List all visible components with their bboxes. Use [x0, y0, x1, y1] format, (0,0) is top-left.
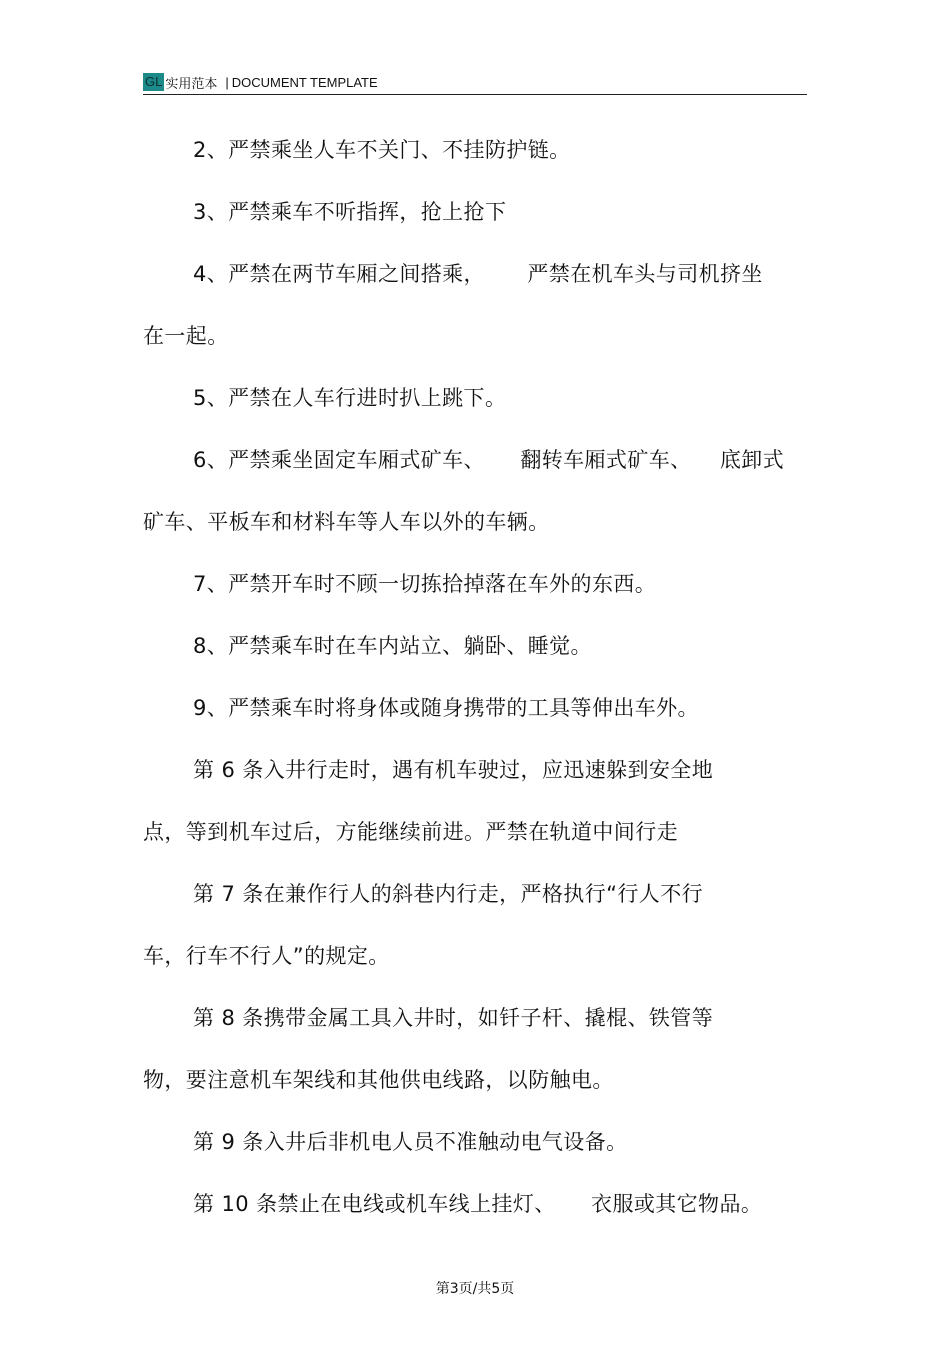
gl-logo: GL	[145, 74, 163, 89]
text-line: 第 10 条禁止在电线或机车线上挂灯、 衣服或其它物品。	[193, 1192, 763, 1216]
text-line: 矿车、平板车和材料车等人车以外的车辆。	[143, 510, 550, 534]
text-line: 8、严禁乘车时在车内站立、躺卧、睡觉。	[193, 634, 592, 658]
text-line: 第 9 条入井后非机电人员不准触动电气设备。	[193, 1130, 628, 1154]
text-line: 2、严禁乘坐人车不关门、不挂防护链。	[193, 138, 571, 162]
text-line: 6、严禁乘坐固定车厢式矿车、 翻转车厢式矿车、 底卸式	[193, 448, 785, 472]
page-header	[143, 70, 807, 95]
text-line: 7、严禁开车时不顾一切拣拾掉落在车外的东西。	[193, 572, 657, 596]
text-line: 5、严禁在人车行进时扒上跳下。	[193, 386, 507, 410]
text-line: 3、严禁乘车不听指挥，抢上抢下	[193, 200, 507, 224]
text-line: 车，行车不行人”的规定。	[143, 944, 390, 968]
text-line: 点，等到机车过后，方能继续前进。严禁在轨道中间行走	[143, 820, 678, 844]
text-line: 在一起。	[143, 324, 229, 348]
text-line: 物，要注意机车架线和其他供电线路，以防触电。	[143, 1068, 614, 1092]
header-title: DOCUMENT TEMPLATE	[231, 74, 378, 90]
text-line: 第 6 条入井行走时，遇有机车驶过，应迅速躲到安全地	[193, 758, 714, 782]
text-line: 4、严禁在两节车厢之间搭乘， 严禁在机车头与司机挤坐	[193, 262, 763, 286]
page-number: 第3页/共5页	[435, 1281, 515, 1297]
text-line: 第 8 条携带金属工具入井时，如钎子杆、撬棍、铁管等	[193, 1006, 714, 1030]
header-brand: 实用范本	[165, 76, 218, 92]
text-line: 第 7 条在兼作行人的斜巷内行走，严格执行“行人不行	[193, 882, 703, 906]
header-separator: |	[225, 74, 229, 90]
text-line: 9、严禁乘车时将身体或随身携带的工具等伸出车外。	[193, 696, 699, 720]
